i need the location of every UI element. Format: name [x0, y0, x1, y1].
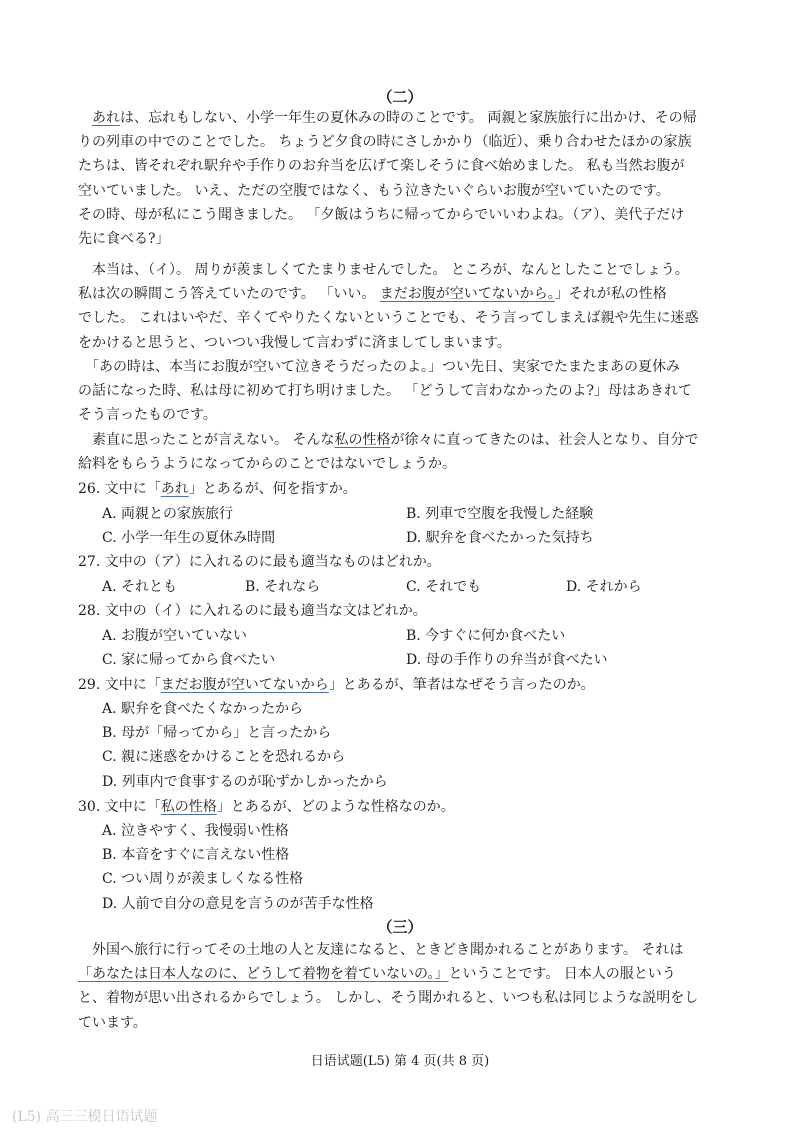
q30-option-c[interactable]: C. つい周りが羨ましくなる性格 — [102, 871, 304, 887]
section-two-title: （二） — [377, 88, 423, 106]
q30-option-a[interactable]: A. 泣きやすく、我慢弱い性格 — [102, 823, 289, 839]
passage-line: 先に食べる?」 — [78, 230, 170, 247]
passage-line: 「あの時は、本当にお腹が空いて泣きそうだったのよ。」つい先日、実家でたまたまあの夏休み — [92, 359, 680, 375]
q29-option-b[interactable]: B. 母が「帰ってから」と言ったから — [102, 725, 332, 741]
question-29: 29. 文中に「まだお腹が空いてないから」とあるが、筆者はなぜそう言ったのか。 — [78, 677, 595, 693]
q28-option-a[interactable]: A. お腹が空いていない — [102, 628, 248, 644]
passage-line: 本当は、（イ）。 周りが羨ましくてたまりませんでした。 ところが、なんとしたことでしょう。 — [92, 262, 689, 278]
passage-paragraph-1 — [78, 106, 728, 251]
passage-line: 「あなたは日本人なのに、どうして着物を着ていないの。」ということです。 日本人の服という — [78, 966, 676, 983]
question-26: 26. 文中に「あれ」とあるが、何を指すか。 — [78, 481, 357, 497]
q30-option-d[interactable]: D. 人前で自分の意見を言うのが苦手な性格 — [102, 896, 374, 912]
q26-option-b[interactable]: B. 列車で空腹を我慢した経験 — [406, 506, 594, 522]
q27-option-c[interactable]: C. それでも — [406, 579, 482, 595]
underlined-mada-onaka: まだお腹が空いてないから。 — [379, 286, 555, 303]
q29-option-d[interactable]: D. 列車内で食事するのが恥ずかしかったから — [102, 774, 388, 790]
section-three-paragraph — [78, 938, 728, 1035]
question-27: 27. 文中の（ア）に入れるのに最も適当なものはどれか。 — [78, 554, 441, 570]
q30-option-b[interactable]: B. 本音をすぐに言えない性格 — [102, 847, 290, 863]
q28-option-d[interactable]: D. 母の手作りの弁当が食べたい — [406, 652, 608, 668]
passage-line: 外国へ旅行に行ってその土地の人と友達になると、ときどき聞かれることがあります。 それは — [92, 942, 684, 958]
passage-line: あれは、忘れもしない、小学一年生の夏休みの時のことです。 両親と家族旅行に出かけ、その帰 — [92, 110, 697, 126]
passage-line: の話になった時、私は母に初めて打ち明けました。 「どうして言わなかったのよ?」母はあきれて — [78, 383, 692, 400]
passage-paragraph-4 — [78, 428, 728, 476]
question-28: 28. 文中の（イ）に入れるのに最も適当な文はどれか。 — [78, 603, 427, 619]
q26-option-a[interactable]: A. 両親との家族旅行 — [102, 506, 234, 522]
passage-line: 給料をもらうようになってからのことではないでしょうか。 — [78, 456, 456, 473]
underlined-kimono-question: 「あなたは日本人なのに、どうして着物を着ていないの。」 — [78, 966, 449, 983]
passage-line: たちは、皆それぞれ駅弁や手作りのお弁当を広げて楽しそうに食べ始めました。 私も当然お腹が — [78, 158, 685, 175]
q28-option-c[interactable]: C. 家に帰ってから食べたい — [102, 652, 276, 668]
passage-paragraph-2 — [78, 258, 728, 355]
passage-line: 素直に思ったことが言えない。 そんな私の性格が徐々に直ってきたのは、社会人となり、自分で — [92, 432, 699, 448]
passage-line: 空いていました。 いえ、ただの空腹ではなく、もう泣きたいぐらいお腹が空いていたのです。 — [78, 182, 670, 199]
passage-line: でした。 これはいやだ、辛くてやりたくないということでも、そう言ってしまえば親や先生に迷惑 — [78, 310, 699, 327]
passage-paragraph-3 — [78, 355, 728, 428]
passage-line: そう言ったものです。 — [78, 407, 217, 424]
q29-option-a[interactable]: A. 駅弁を食べたくなかったから — [102, 701, 304, 717]
question-30: 30. 文中に「私の性格」とあるが、どのような性格なのか。 — [78, 799, 455, 815]
q27-option-d[interactable]: D. それから — [566, 579, 642, 595]
passage-line: その時、母が私にこう聞きました。 「夕飯はうちに帰ってからでいいわよね。（ア）、美代子だけ — [78, 206, 685, 223]
page-footer: 日语试题(L5) 第 4 页(共 8 页) — [310, 1054, 490, 1069]
underlined-are: あれ — [92, 110, 120, 126]
q29-option-c[interactable]: C. 親に迷惑をかけることを恐れるから — [102, 749, 346, 765]
q26-option-c[interactable]: C. 小学一年生の夏休み時間 — [102, 530, 276, 546]
passage-line: ています。 — [78, 1014, 147, 1031]
passage-line: 私は次の瞬間こう答えていたのです。 「いい。 まだお腹が空いてないから。」それが私の性格 — [78, 286, 667, 303]
passage-line: をかけると思うと、ついつい我慢して言わずに済ましてしまいます。 — [78, 334, 511, 351]
passage-line: と、着物が思い出されるからでしょう。 しかし、そう聞かれると、いつも私は同じような説明をし — [78, 990, 699, 1007]
q27-option-b[interactable]: B. それなら — [245, 579, 321, 595]
passage-line: りの列車の中でのことでした。 ちょうど夕食の時にさしかかり（临近）、乗り合わせたほかの家族 — [78, 134, 692, 151]
watermark: (L5) 高三三模日语试题 — [12, 1109, 158, 1125]
underlined-watashi-no-seikaku: 私の性格 — [334, 432, 391, 448]
section-three-title: （三） — [377, 918, 423, 936]
q26-option-d[interactable]: D. 駅弁を食べたかった気持ち — [406, 530, 594, 546]
q27-option-a[interactable]: A. それとも — [102, 579, 178, 595]
q28-option-b[interactable]: B. 今すぐに何か食べたい — [406, 628, 566, 644]
